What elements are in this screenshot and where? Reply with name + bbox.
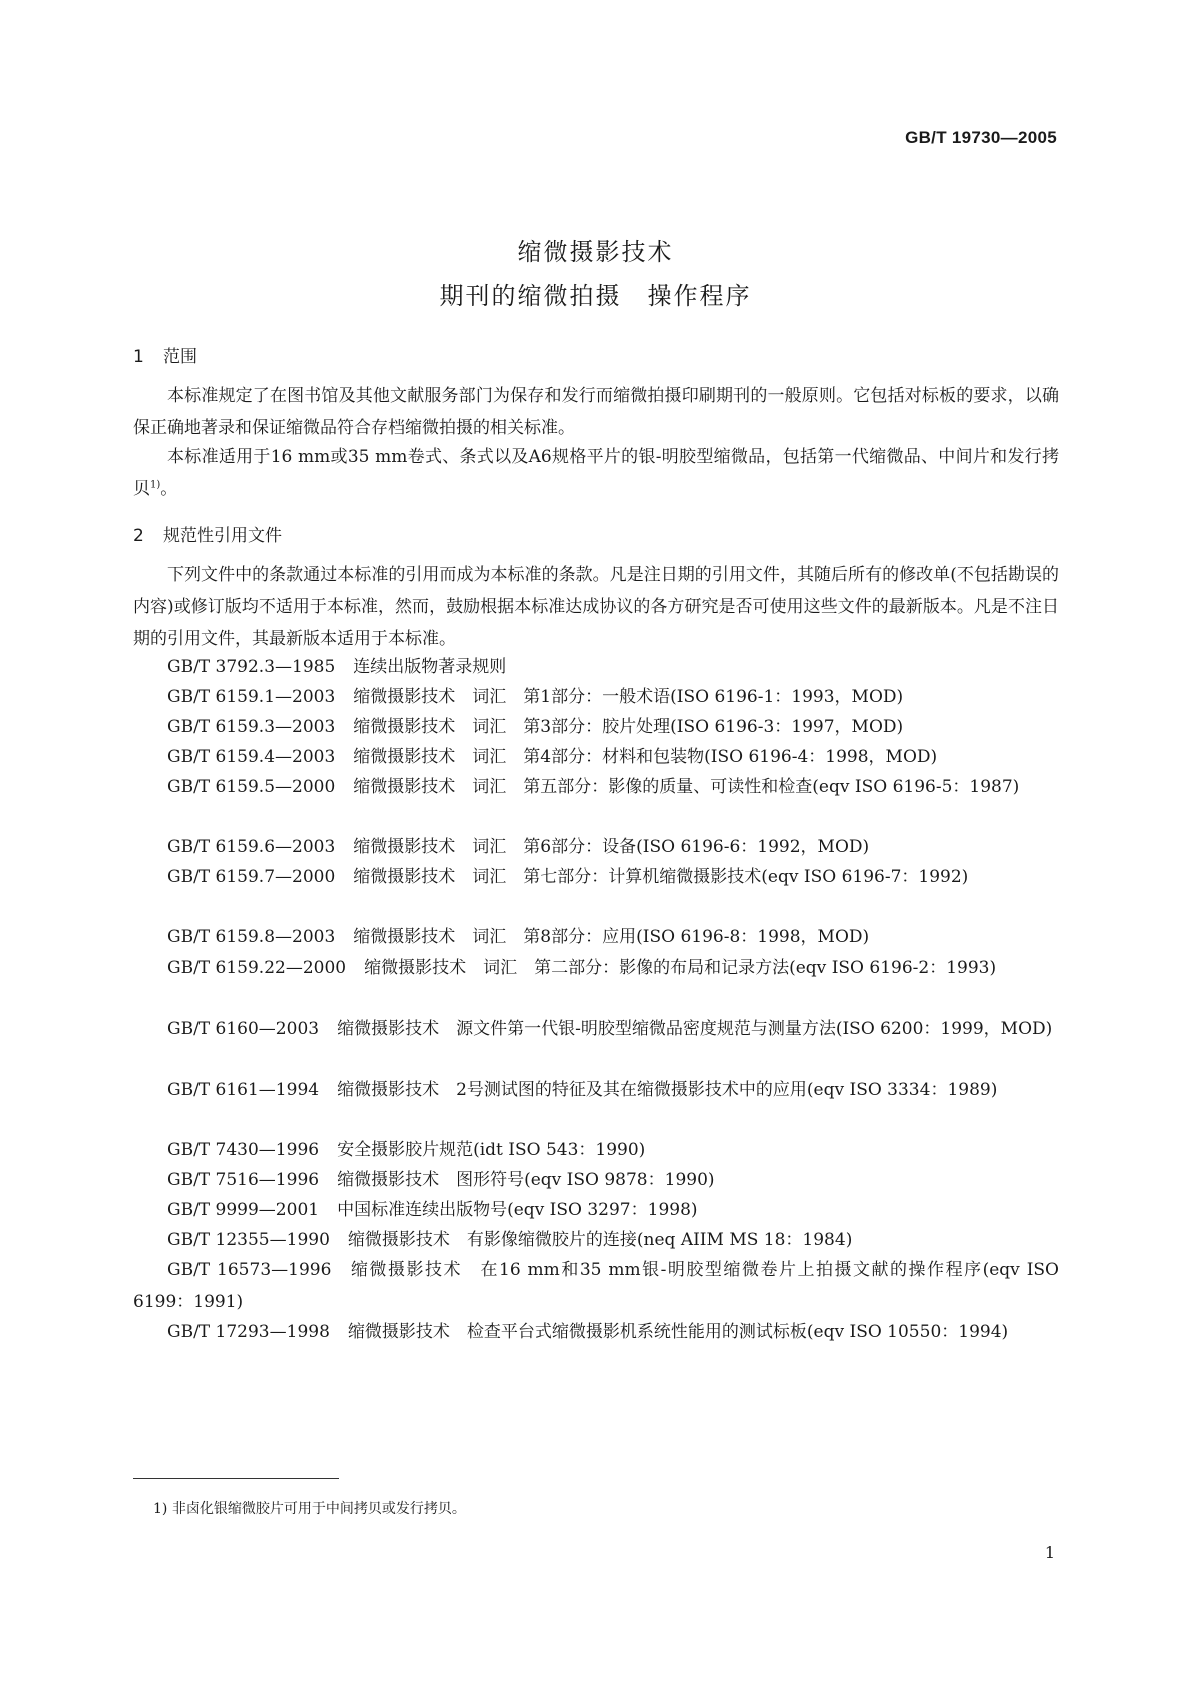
reference-code: GB/T 9999—2001 [167,1200,320,1220]
reference-code: GB/T 6159.3—2003 [167,717,336,737]
reference-code: GB/T 12355—1990 [167,1230,330,1250]
reference-item [133,741,1059,773]
section-1-paragraph-1: 本标准规定了在图书馆及其他文献服务部门为保存和发行而缩微拍摄印刷期刊的一般原则。它包括对标板的要求，以确保正确地著录和保证缩微品符合存档缩微拍摄的相关标准。 [133,386,1059,438]
reference-title: 缩微摄影技术 词汇 第二部分：影像的布局和记录方法(eqv ISO 6196-2：1993) [364,958,997,978]
reference-item [133,1254,1059,1318]
footnote-text: 非卤化银缩微胶片可用于中间拷贝或发行拷贝。 [171,1501,466,1517]
reference-title: 缩微摄影技术 词汇 第七部分：计算机缩微摄影技术(eqv ISO 6196-7：1992) [353,867,969,887]
reference-title: 缩微摄影技术 检查平台式缩微摄影机系统性能用的测试标板(eqv ISO 10550：1994) [347,1322,1009,1342]
reference-title: 缩微摄影技术 在16 mm和35 mm银-明胶型缩微卷片上拍摄文献的操作程序(eqv ISO 6199：1991) [133,1260,1059,1312]
reference-title: 缩微摄影技术 词汇 第6部分：设备(ISO 6196-6：1992，MOD) [353,837,870,857]
reference-title: 安全摄影胶片规范(idt ISO 543：1990) [337,1140,646,1160]
reference-item [133,1164,1059,1196]
section-1-paragraph-2 [133,441,1059,505]
reference-title: 缩微摄影技术 词汇 第8部分：应用(ISO 6196-8：1998，MOD) [353,927,870,947]
reference-item [133,651,1059,683]
reference-title: 连续出版物著录规则 [353,657,507,677]
document-title-line-1: 缩微摄影技术 [517,238,674,266]
section-1-heading [133,342,197,367]
standard-code: GB/T 19730—2005 [905,128,1057,147]
reference-title: 缩微摄影技术 图形符号(eqv ISO 9878：1990) [337,1170,715,1190]
section-2-number: 2 [133,526,144,546]
reference-code: GB/T 6161—1994 [167,1080,320,1100]
reference-item [133,1134,1059,1166]
reference-item [133,861,1059,893]
reference-item [133,952,1059,984]
reference-code: GB/T 6159.22—2000 [167,958,347,978]
reference-item [133,1316,1059,1348]
section-1-paragraph-2-end: 。 [160,479,178,499]
reference-code: GB/T 17293—1998 [167,1322,330,1342]
reference-title: 中国标准连续出版物号(eqv ISO 3297：1998) [337,1200,698,1220]
footnote-marker: 1) [153,1501,168,1517]
reference-item [133,831,1059,863]
section-2-intro: 下列文件中的条款通过本标准的引用而成为本标准的条款。凡是注日期的引用文件，其随后所有的修改单(不包括勘误的内容)或修订版均不适用于本标准，然而，鼓励根据本标准达成协议的各方研究是否可使用这些文件的最新版本。凡是不注日期的引用文件，其最新版本适用于本标准。 [133,565,1059,649]
reference-code: GB/T 6159.4—2003 [167,747,336,767]
reference-item [133,711,1059,743]
section-2-title: 规范性引用文件 [163,526,282,546]
reference-item [133,1074,1059,1106]
reference-code: GB/T 6159.7—2000 [167,867,336,887]
section-2-heading [133,521,282,546]
reference-title: 缩微摄影技术 词汇 第1部分：一般术语(ISO 6196-1：1993，MOD) [353,687,904,707]
section-1-number: 1 [133,347,144,367]
reference-item [133,1224,1059,1256]
reference-title: 缩微摄影技术 词汇 第3部分：胶片处理(ISO 6196-3：1997，MOD) [353,717,904,737]
reference-code: GB/T 7516—1996 [167,1170,320,1190]
reference-code: GB/T 6159.5—2000 [167,777,336,797]
reference-title: 缩微摄影技术 词汇 第4部分：材料和包装物(ISO 6196-4：1998，MOD) [353,747,938,767]
reference-code: GB/T 6159.6—2003 [167,837,336,857]
document-title-line-2: 期刊的缩微拍摄 操作程序 [439,282,752,310]
reference-code: GB/T 6159.8—2003 [167,927,336,947]
reference-title: 缩微摄影技术 2号测试图的特征及其在缩微摄影技术中的应用(eqv ISO 3334：1989) [337,1080,998,1100]
reference-item [133,921,1059,953]
footnote [153,1498,466,1518]
reference-item [133,681,1059,713]
reference-item [133,771,1059,803]
reference-title: 缩微摄影技术 词汇 第五部分：影像的质量、可读性和检查(eqv ISO 6196-5：1987) [353,777,1020,797]
reference-code: GB/T 7430—1996 [167,1140,320,1160]
section-1-title: 范围 [163,347,197,367]
reference-item [133,1013,1059,1045]
page-number: 1 [1044,1543,1055,1562]
reference-title: 缩微摄影技术 源文件第一代银-明胶型缩微品密度规范与测量方法(ISO 6200：1999，MOD) [337,1019,1053,1039]
reference-code: GB/T 16573—1996 [167,1260,332,1280]
footnote-ref-marker: 1) [150,479,161,491]
section-1-paragraph-2-text: 本标准适用于16 mm或35 mm卷式、条式以及A6规格平片的银-明胶型缩微品，包括第一代缩微品、中间片和发行拷贝 [133,447,1059,499]
reference-item [133,1194,1059,1226]
reference-code: GB/T 3792.3—1985 [167,657,336,677]
reference-code: GB/T 6159.1—2003 [167,687,336,707]
reference-code: GB/T 6160—2003 [167,1019,320,1039]
reference-title: 缩微摄影技术 有影像缩微胶片的连接(neq AIIM MS 18：1984) [347,1230,853,1250]
footnote-divider [133,1478,339,1479]
